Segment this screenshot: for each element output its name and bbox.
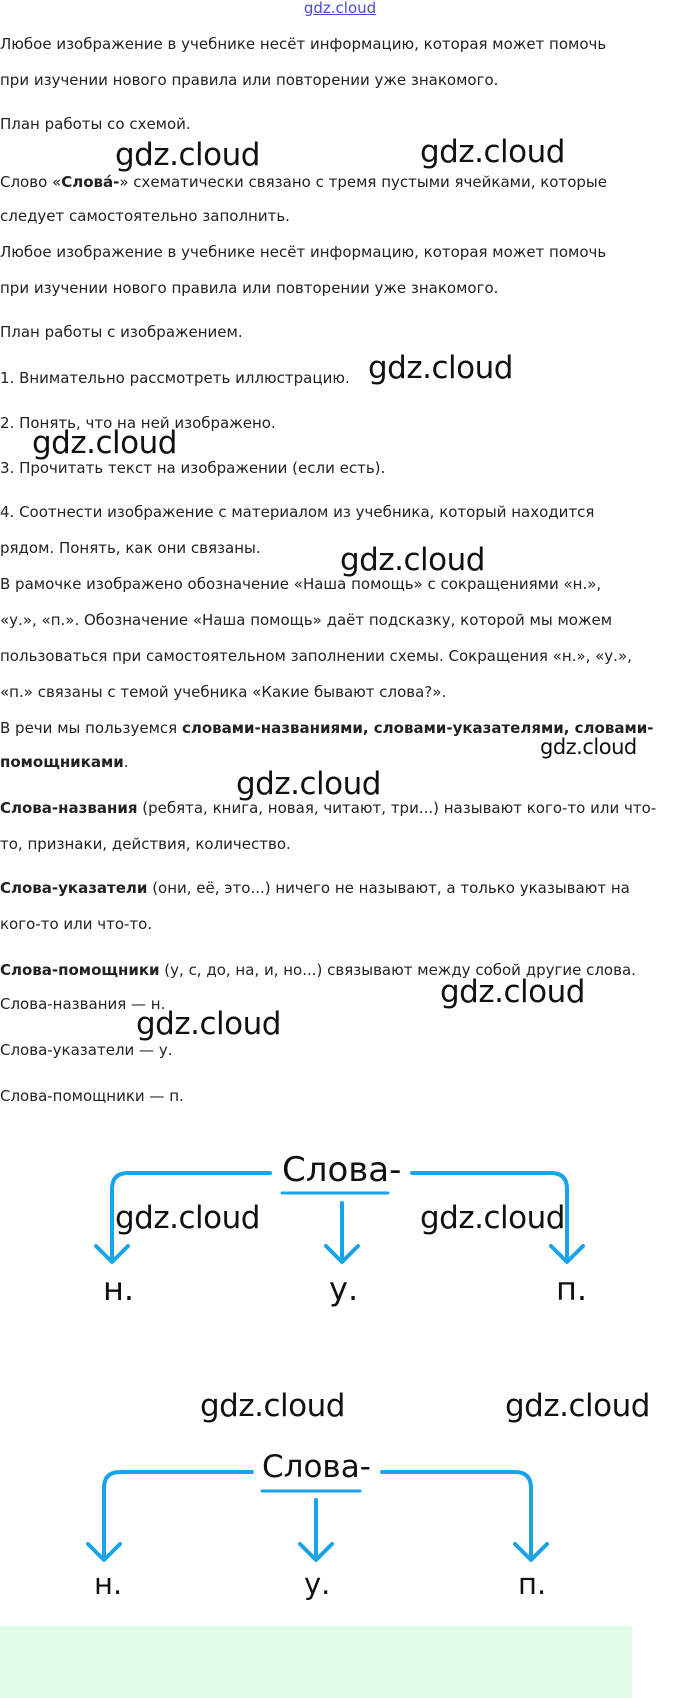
scheme-cell-names: н. bbox=[103, 1270, 135, 1308]
watermark: gdz.cloud bbox=[420, 134, 565, 170]
watermark: gdz.cloud bbox=[32, 425, 177, 461]
text: В речи мы пользуемся bbox=[0, 719, 182, 737]
text: Слово « bbox=[0, 173, 62, 191]
watermark: gdz.cloud bbox=[505, 1388, 650, 1424]
bold-term: Слова-названия bbox=[0, 799, 138, 817]
paragraph-pointers-line2: кого-то или что-то. bbox=[0, 915, 153, 933]
bold-term: Слова-помощники bbox=[0, 961, 160, 979]
scheme-cell-helpers: п. bbox=[556, 1270, 588, 1308]
paragraph-frame-line2: «у.», «п.». Обозначение «Наша помощь» даёт подсказку, которой мы можем bbox=[0, 611, 613, 629]
step-4-line2: рядом. Понять, как они связаны. bbox=[0, 539, 261, 557]
paragraph-pointers-line1 bbox=[0, 870, 675, 906]
watermark: gdz.cloud bbox=[420, 1200, 565, 1236]
watermark: gdz.cloud bbox=[115, 137, 260, 173]
watermark: gdz.cloud bbox=[136, 1006, 281, 1042]
answer-pointers: Слова-указатели — у. bbox=[0, 1041, 173, 1059]
paragraph-frame-line4: «п.» связаны с темой учебника «Какие бывают слова?». bbox=[0, 683, 447, 701]
arrow-right bbox=[382, 1472, 531, 1555]
watermark-top: gdz.cloud bbox=[303, 0, 377, 17]
paragraph-frame-line1: В рамочке изображено обозначение «Наша помощь» с сокращениями «н.», bbox=[0, 575, 602, 593]
step-1: 1. Внимательно рассмотреть иллюстрацию. bbox=[0, 369, 350, 387]
paragraph-plan-scheme: План работы со схемой. bbox=[0, 115, 191, 133]
step-4-line1: 4. Соотнести изображение с материалом из учебника, который находится bbox=[0, 503, 595, 521]
scheme-cell-names: н. bbox=[94, 1567, 123, 1601]
paragraph-intro-line2: при изучении нового правила или повторении уже знакомого. bbox=[0, 71, 499, 89]
bold-terms: помощниками bbox=[0, 753, 124, 771]
paragraph-names-line2: то, признаки, действия, количество. bbox=[0, 835, 291, 853]
answer-helpers: Слова-помощники — п. bbox=[0, 1087, 184, 1105]
scheme-diagram-2 bbox=[0, 1449, 680, 1625]
scheme-cell-pointers: у. bbox=[329, 1270, 359, 1308]
step-3: 3. Прочитать текст на изображении (если есть). bbox=[0, 459, 386, 477]
text: . bbox=[123, 753, 129, 771]
scheme-diagram-1 bbox=[0, 1140, 680, 1320]
arrow-left bbox=[104, 1472, 252, 1555]
paragraph-word-line2: следует самостоятельно заполнить. bbox=[0, 207, 290, 225]
watermark: gdz.cloud bbox=[440, 974, 585, 1010]
answer-box bbox=[0, 1626, 632, 1698]
watermark: gdz.cloud bbox=[368, 350, 513, 386]
paragraph-frame-line3: пользоваться при самостоятельном заполнении схемы. Сокращения «н.», «у.», bbox=[0, 647, 632, 665]
watermark: gdz.cloud bbox=[115, 1200, 260, 1236]
text: (у, с, до, на, и, но...) связывают между собой другие слова. bbox=[159, 961, 636, 979]
watermark: gdz.cloud bbox=[340, 542, 485, 578]
paragraph-intro-line1: Любое изображение в учебнике несёт информацию, которая может помочь bbox=[0, 35, 607, 53]
scheme-cell-pointers: у. bbox=[304, 1567, 331, 1601]
text: (они, её, это...) ничего не называют, а только указывают на bbox=[147, 879, 630, 897]
text: » схематически связано с тремя пустыми ячейками, которые bbox=[119, 173, 607, 191]
bold-word: Слова́- bbox=[61, 173, 120, 191]
scheme-word: Слова- bbox=[282, 1150, 402, 1190]
watermark: gdz.cloud bbox=[540, 735, 637, 759]
paragraph-image-line1: Любое изображение в учебнике несёт информацию, которая может помочь bbox=[0, 243, 607, 261]
text: (ребята, книга, новая, читают, три...) называют кого-то или что- bbox=[137, 799, 657, 817]
paragraph-plan-image: План работы с изображением. bbox=[0, 323, 243, 341]
step-2: 2. Понять, что на ней изображено. bbox=[0, 414, 276, 432]
watermark: gdz.cloud bbox=[200, 1388, 345, 1424]
bold-term: Слова-указатели bbox=[0, 879, 148, 897]
watermark: gdz.cloud bbox=[236, 766, 381, 802]
paragraph-image-line2: при изучении нового правила или повторении уже знакомого. bbox=[0, 279, 499, 297]
scheme-word: Слова- bbox=[262, 1449, 371, 1485]
scheme-cell-helpers: п. bbox=[518, 1567, 547, 1601]
answer-names: Слова-названия — н. bbox=[0, 995, 166, 1013]
bold-terms: словами-названиями, словами-указателями, словами- bbox=[181, 719, 654, 737]
paragraph-word-line1 bbox=[0, 164, 675, 200]
